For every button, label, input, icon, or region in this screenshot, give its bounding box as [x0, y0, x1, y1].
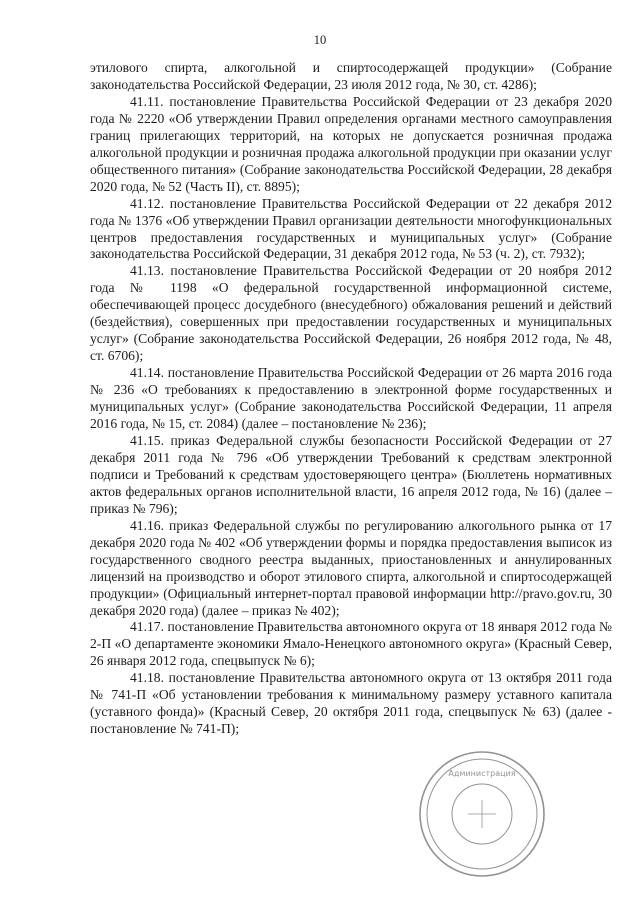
paragraph-41-11: 41.11. постановление Правительства Российской Федерации от 23 декабря 2020 года № 2220 «Об утверждении Правил определения органами местного самоуправления границ прилегающих территорий, на которых не допускается розничная продажа алкогольной продукции и розничная продажа алкогольной продукции при оказании услуг общественного питания» (Собрание законодательства Российской Федерации, 28 декабря 2020 года, № 52 (Часть II), ст. 8895); [90, 93, 612, 194]
paragraph-41-13: 41.13. постановление Правительства Российской Федерации от 20 ноября 2012 года № 1198 «О федеральной государственной информационной системе, обеспечивающей процесс досудебного (внесудебного) обжалования решений и действий (бездействия), совершенных при предоставлении государственных и муниципальных услуг» (Собрание законодательства Российской Федерации, 26 ноября 2012 года, № 48, ст. 6706); [90, 263, 612, 364]
paragraph-41-17: 41.17. постановление Правительства автономного округа от 18 января 2012 года № 2-П «О департаменте экономики Ямало-Ненецкого автономного округа» (Красный Север, 26 января 2012 года, спецвыпуск № 6); [90, 619, 612, 669]
paragraph-41-12: 41.12. постановление Правительства Российской Федерации от 22 декабря 2012 года № 1376 «Об утверждении Правил организации деятельности многофункциональных центров предоставления государственных и муниципальных услуг» (Собрание законодательства Российской Федерации, 31 декабря 2012 года, № 53 (ч. 2), ст. 7932); [90, 195, 612, 262]
paragraph-41-14: 41.14. постановление Правительства Российской Федерации от 26 марта 2016 года № 236 «О требованиях к предоставлению в электронной форме государственных и муниципальных услуг» (Собрание законодательства Российской Федерации, 11 апреля 2016 года, № 15, ст. 2084) (далее – постановление № 236); [90, 365, 612, 432]
paragraph-41-18: 41.18. постановление Правительства автономного округа от 13 октября 2011 года № 741-П «Об установлении требования к минимальному размеру уставного капитала (уставного фонда)» (Красный Север, 20 октября 2011 года, спецвыпуск № 63) (далее - постановление № 741-П); [90, 670, 612, 737]
document-body [90, 60, 612, 738]
paragraph-41-16: 41.16. приказ Федеральной службы по регулированию алкогольного рынка от 17 декабря 2020 года № 402 «Об утверждении формы и порядка предоставления выписок из государственного сводного реестра выданных, приостановленных и аннулированных лицензий на производство и оборот этилового спирта, алкогольной и спиртосодержащей продукции» (Официальный интернет-портал правовой информации http://pravo.gov.ru, 30 декабря 2020 года) (далее – приказ № 402); [90, 517, 612, 618]
page-number: 10 [313, 33, 327, 47]
paragraph-continuation: этилового спирта, алкогольной и спиртосодержащей продукции» (Собрание законодательства Российской Федерации, 23 июля 2012 года, № 30, ст. 4286); [90, 60, 612, 92]
paragraph-41-15: 41.15. приказ Федеральной службы безопасности Российской Федерации от 27 декабря 2011 года № 796 «Об утверждении Требований к средствам электронной подписи и Требований к средствам удостоверяющего центра» (Бюллетень нормативных актов федеральных органов исполнительной власти, 16 апреля 2012 года, № 16) (далее – приказ № 796); [90, 432, 612, 516]
official-stamp [416, 748, 548, 880]
stamp-text: Администрация [448, 769, 516, 778]
